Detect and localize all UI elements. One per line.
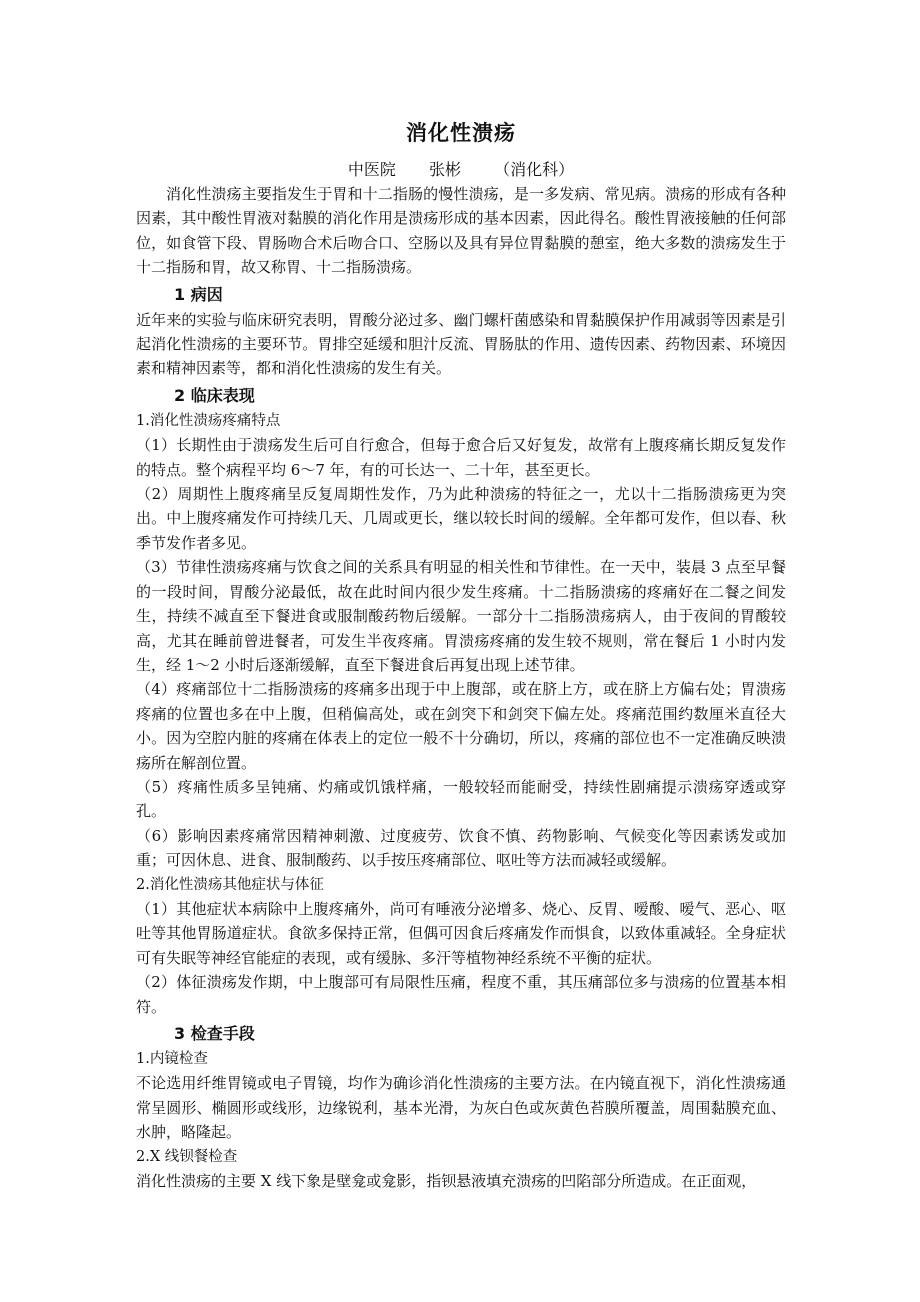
pain-item: （5）疼痛性质多呈钝痛、灼痛或饥饿样痛，一般较轻而能耐受，持续性剧痛提示溃疡穿透或穿孔。 <box>136 777 786 821</box>
byline-dept: （消化科） <box>494 160 575 179</box>
byline <box>136 158 786 182</box>
endoscopy-paragraph: 不论选用纤维胃镜或电子胃镜，均作为确诊消化性溃疡的主要方法。在内镜直视下，消化性溃疡通常呈圆形、椭圆形或线形，边缘锐利，基本光滑，为灰白色或灰黄色苔膜所覆盖，周围黏膜充血、水肿，略隆起。 <box>136 1074 786 1142</box>
section-heading-clinical: 2 临床表现 <box>174 385 255 405</box>
pain-item: （6）影响因素疼痛常因精神刺激、过度疲劳、饮食不慎、药物影响、气候变化等因素诱发或加重；可因休息、进食、服制酸药、以手按压疼痛部位、呕吐等方法而减轻或缓解。 <box>136 826 786 870</box>
subheading-pain-features: 1.消化性溃疡疼痛特点 <box>136 412 281 429</box>
section-heading-examination: 3 检查手段 <box>174 1024 255 1043</box>
section-heading-etiology: 1 病因 <box>174 284 223 304</box>
byline-org: 中医院 <box>347 160 396 179</box>
pain-item: （1）长期性由于溃疡发生后可自行愈合，但每于愈合后又好复发，故常有上腹疼痛长期反复发作的特点。整个病程平均 6～7 年，有的可长达一、二十年，甚至更长。 <box>136 436 786 479</box>
byline-author: 张彬 <box>428 160 461 179</box>
pain-item: （2）周期性上腹疼痛呈反复周期性发作，乃为此种溃疡的特征之一，尤以十二指肠溃疡更为突出。中上腹疼痛发作可持续几天、几周或更长，继以较长时间的缓解。全年都可发作，但以春、秋季节发作者多见。 <box>136 485 786 552</box>
pain-item: （4）疼痛部位十二指肠溃疡的疼痛多出现于中上腹部，或在脐上方，或在脐上方偏右处；胃溃疡疼痛的位置也多在中上腹，但稍偏高处，或在剑突下和剑突下偏左处。疼痛范围约数厘米直径大小。因为空腔内脏的疼痛在体表上的定位一般不十分确切，所以，疼痛的部位也不一定准确反映溃疡所在解剖位置。 <box>136 680 786 772</box>
document-page <box>136 118 786 1193</box>
pain-item: （3）节律性溃疡疼痛与饮食之间的关系具有明显的相关性和节律性。在一天中，装晨 3 点至早餐的一段时间，胃酸分泌最低，故在此时间内很少发生疼痛。十二指肠溃疡的疼痛好在二餐之间发生，持续不减直至下餐进食或服制酸药物后缓解。一部分十二指肠溃疡病人，由于夜间的胃酸较高，尤其在睡前曾进餐者，可发生半夜疼痛。胃溃疡疼痛的发生较不规则，常在餐后 1 小时内发生，经 1～2 小时后逐渐缓解，直至下餐进食后再复出现上述节律。 <box>136 558 786 674</box>
symptom-item: （1）其他症状本病除中上腹疼痛外，尚可有唾液分泌增多、烧心、反胃、嗳酸、嗳气、恶心、呕吐等其他胃肠道症状。食欲多保持正常，但偶可因食后疼痛发作而惧食，以致体重减轻。全身症状可有失眠等神经官能症的表现，或有缓脉、多汗等植物神经系统不平衡的症状。 <box>136 899 786 967</box>
subheading-other-symptoms: 2.消化性溃疡其他症状与体征 <box>136 876 324 893</box>
symptom-item: （2）体征溃疡发作期，中上腹部可有局限性压痛，程度不重，其压痛部位多与溃疡的位置基本相符。 <box>136 973 786 1016</box>
subheading-endoscopy: 1.内镜检查 <box>136 1051 208 1067</box>
subheading-xray: 2.X 线钡餐检查 <box>136 1148 238 1165</box>
etiology-paragraph: 近年来的实验与临床研究表明，胃酸分泌过多、幽门螺杆菌感染和胃黏膜保护作用减弱等因素是引起消化性溃疡的主要环节。胃排空延缓和胆汁反流、胃肠肽的作用、遗传因素、药物因素、环境因素和精神因素等，都和消化性溃疡的发生有关。 <box>136 310 786 378</box>
document-title: 消化性溃疡 <box>406 121 516 145</box>
xray-paragraph: 消化性溃疡的主要 X 线下象是壁龛或龛影，指钡悬液填充溃疡的凹陷部分所造成。在正面观， <box>136 1172 757 1191</box>
intro-paragraph: 消化性溃疡主要指发生于胃和十二指肠的慢性溃疡，是一多发病、常见病。溃疡的形成有各种因素，其中酸性胃液对黏膜的消化作用是溃疡形成的基本因素，因此得名。酸性胃液接触的任何部位，如食管下段、胃肠吻合术后吻合口、空肠以及具有异位胃黏膜的憩室，绝大多数的溃疡发生于十二指肠和胃，故又称胃、十二指肠溃疡。 <box>136 185 786 277</box>
